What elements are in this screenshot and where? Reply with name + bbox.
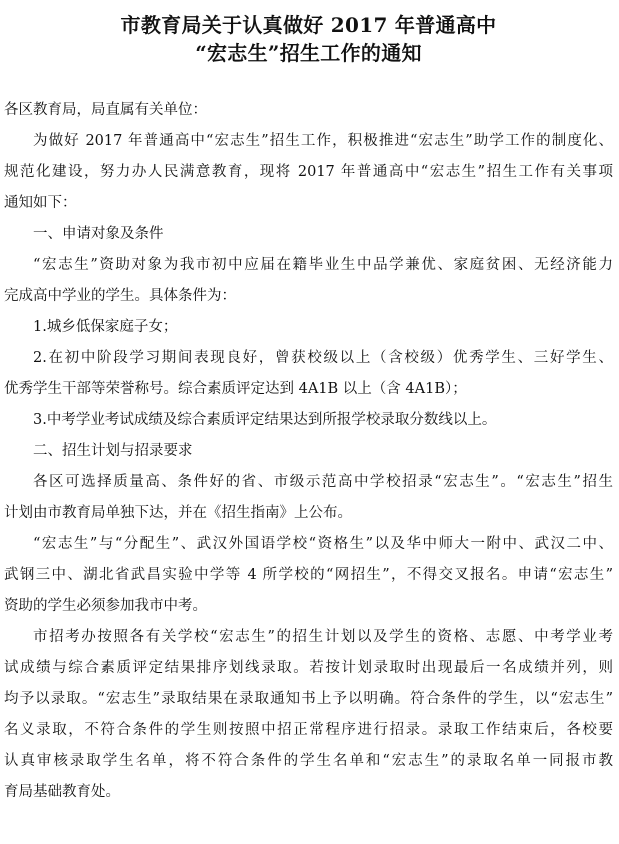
document-body bbox=[4, 95, 613, 808]
paragraph-line: 市招考办按照各有关学校“宏志生”的招生计划以及学生的资格、志愿、中考学业考 bbox=[33, 629, 613, 645]
paragraph-line: 计划由市教育局单独下达，并在《招生指南》上公布。 bbox=[4, 505, 352, 521]
paragraph-line: “宏志生”与“分配生”、武汉外国语学校“资格生”以及华中师大一附中、武汉二中、 bbox=[33, 536, 613, 552]
paragraph-line: 完成高中学业的学生。具体条件为： bbox=[4, 288, 236, 304]
paragraph-line: 优秀学生干部等荣誉称号。综合素质评定达到 4A1B 以上（含 4A1B）； bbox=[4, 381, 467, 397]
paragraph-line: “宏志生”资助对象为我市初中应届在籍毕业生中品学兼优、家庭贫困、无经济能力 bbox=[33, 257, 613, 273]
paragraph-line: 名义录取，不符合条件的学生则按照中招正常程序进行招录。录取工作结束后，各校要 bbox=[4, 722, 613, 738]
condition-item-3: 3.中考学业考试成绩及综合素质评定结果达到所报学校录取分数线以上。 bbox=[33, 412, 497, 428]
paragraph-line: 为做好 2017 年普通高中“宏志生”招生工作，积极推进“宏志生”助学工作的制度化、 bbox=[33, 133, 613, 149]
paragraph-line: 资助的学生必须参加我市中考。 bbox=[4, 598, 207, 614]
section-heading-1: 一、申请对象及条件 bbox=[33, 226, 164, 242]
salutation: 各区教育局，局直属有关单位： bbox=[4, 102, 207, 118]
paragraph-line: 武钢三中、湖北省武昌实验中学等 4 所学校的“网招生”，不得交叉报名。申请“宏志生” bbox=[4, 567, 613, 583]
paragraph-line: 规范化建设，努力办人民满意教育，现将 2017 年普通高中“宏志生”招生工作有关事项 bbox=[4, 164, 613, 180]
paragraph-line: 认真审核录取学生名单，将不符合条件的学生名单和“宏志生”的录取名单一同报市教 bbox=[4, 753, 613, 769]
title-line-1: 市教育局关于认真做好 2017 年普通高中 bbox=[120, 13, 497, 37]
section-heading-2: 二、招生计划与招录要求 bbox=[33, 443, 193, 459]
title-line-2: “宏志生”招生工作的通知 bbox=[195, 41, 422, 65]
paragraph-line: 试成绩与综合素质评定结果排序划线录取。若按计划录取时出现最后一名成绩并列，则 bbox=[4, 660, 613, 676]
document-title bbox=[4, 0, 613, 67]
paragraph-line: 育局基础教育处。 bbox=[4, 784, 120, 800]
paragraph-line: 各区可选择质量高、条件好的省、市级示范高中学校招录“宏志生”。“宏志生”招生 bbox=[33, 474, 613, 490]
paragraph-line: 通知如下： bbox=[4, 195, 77, 211]
condition-item-2: 2.在初中阶段学习期间表现良好，曾获校级以上（含校级）优秀学生、三好学生、 bbox=[33, 350, 613, 366]
condition-item-1: 1.城乡低保家庭子女； bbox=[33, 319, 178, 335]
paragraph-line: 均予以录取。“宏志生”录取结果在录取通知书上予以明确。符合条件的学生，以“宏志生” bbox=[4, 691, 613, 707]
